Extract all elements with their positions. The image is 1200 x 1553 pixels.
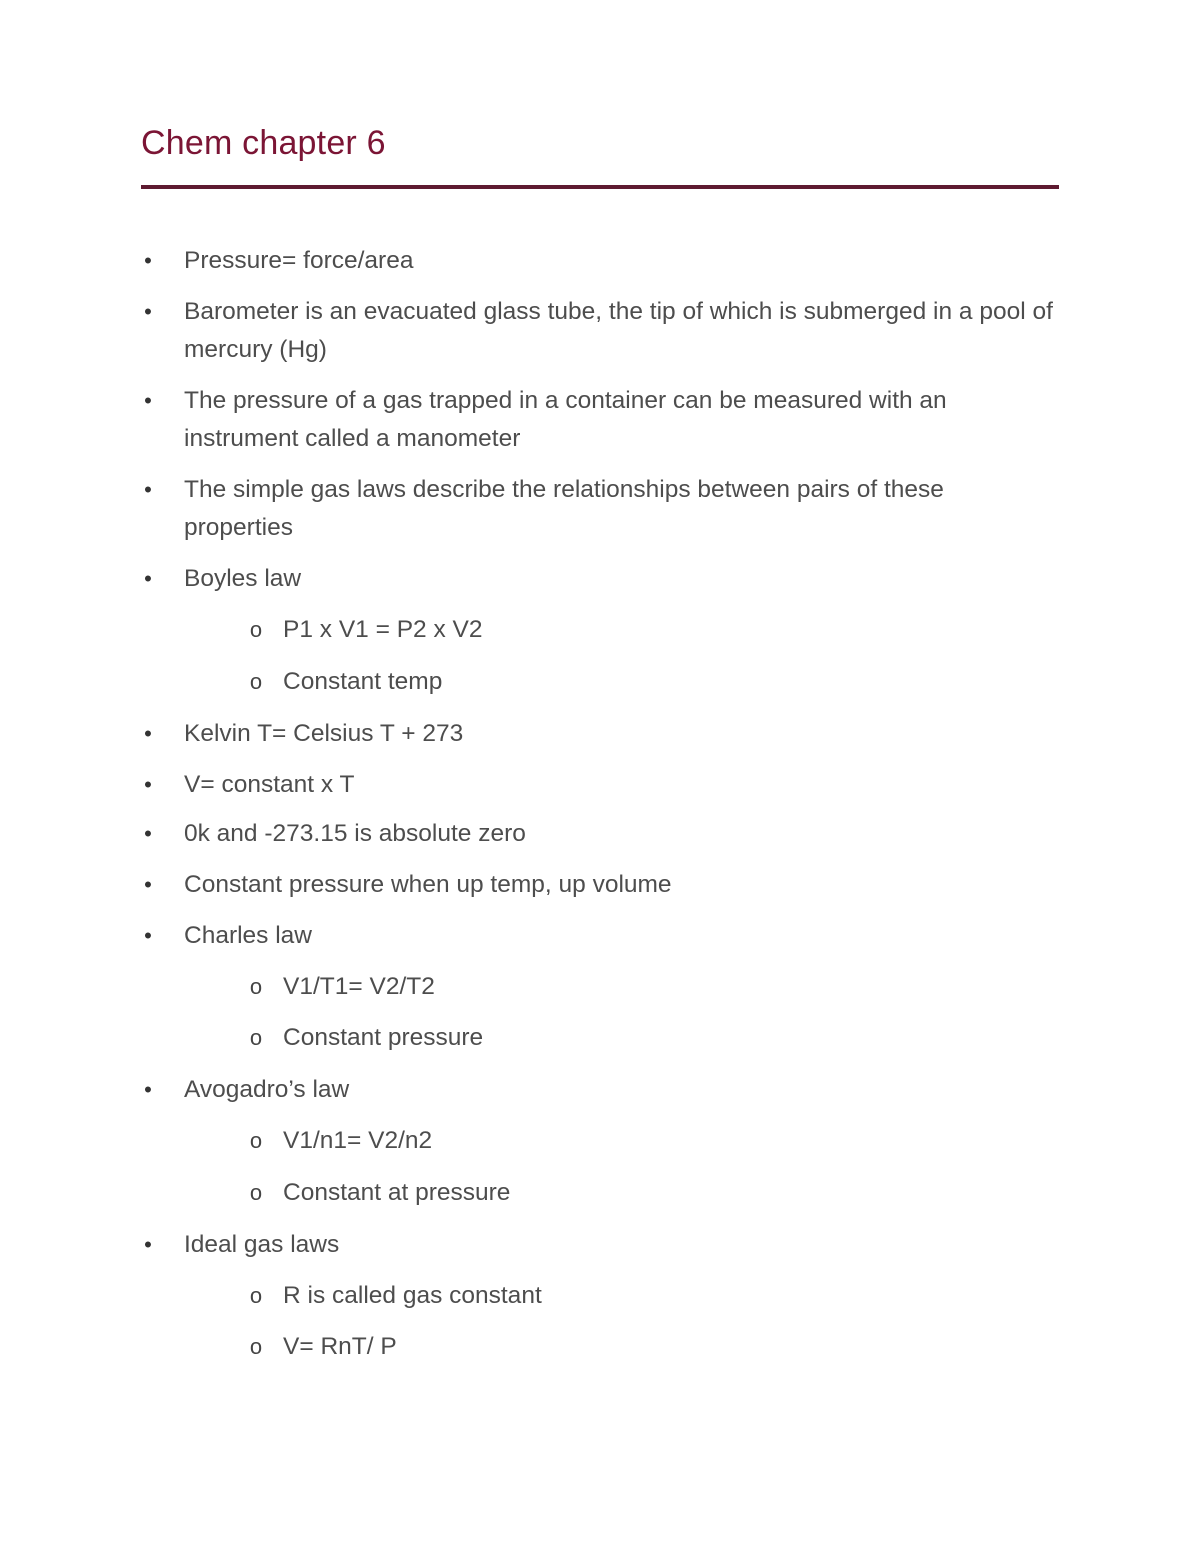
circle-bullet-icon: o <box>249 1025 263 1050</box>
list-item-text: Constant temp <box>283 668 443 695</box>
bullet-icon: • <box>144 872 152 897</box>
bullet-icon: • <box>144 772 152 797</box>
bullet-icon: • <box>144 388 152 413</box>
bullet-icon: • <box>144 721 152 746</box>
bullet-icon: • <box>144 299 152 324</box>
list-item-text: Barometer is an evacuated glass tube, the tip of which is submerged in a pool of mercury (Hg) <box>184 298 1053 363</box>
list-item-text: P1 x V1 = P2 x V2 <box>283 616 483 643</box>
list-item-text: Pressure= force/area <box>184 247 414 274</box>
page-title: Chem chapter 6 <box>141 124 386 162</box>
title-divider <box>141 185 1059 189</box>
list-item-text: V= RnT/ P <box>283 1333 397 1360</box>
bullet-icon: • <box>144 566 152 591</box>
circle-bullet-icon: o <box>249 1128 263 1153</box>
list-item-text: V= constant x T <box>184 771 355 798</box>
bullet-icon: • <box>144 477 152 502</box>
circle-bullet-icon: o <box>249 1334 263 1359</box>
list-item-text: R is called gas constant <box>283 1282 542 1309</box>
circle-bullet-icon: o <box>249 617 263 642</box>
bullet-icon: • <box>144 1077 152 1102</box>
bullet-icon: • <box>144 248 152 273</box>
circle-bullet-icon: o <box>249 669 263 694</box>
list-item-text: Constant pressure when up temp, up volume <box>184 871 672 898</box>
list-item-text: Avogadro’s law <box>184 1076 350 1103</box>
list-item-text: Constant pressure <box>283 1024 484 1051</box>
list-item-text: V1/T1= V2/T2 <box>283 973 435 1000</box>
bullet-icon: • <box>144 923 152 948</box>
list-item-text: The pressure of a gas trapped in a container can be measured with an instrument called a manometer <box>184 387 947 452</box>
list-item-text: 0k and -273.15 is absolute zero <box>184 820 526 847</box>
bullet-icon: • <box>144 1232 152 1257</box>
circle-bullet-icon: o <box>249 1180 263 1205</box>
list-item-text: The simple gas laws describe the relationships between pairs of these properties <box>184 476 944 541</box>
list-item-text: V1/n1= V2/n2 <box>283 1127 433 1154</box>
bullet-icon: • <box>144 821 152 846</box>
list-item-text: Kelvin T= Celsius T + 273 <box>184 720 464 747</box>
list-item-text: Ideal gas laws <box>184 1231 340 1258</box>
list-item-text: Boyles law <box>184 565 302 592</box>
list-item-text: Charles law <box>184 922 312 949</box>
circle-bullet-icon: o <box>249 1283 263 1308</box>
list-item-text: Constant at pressure <box>283 1179 511 1206</box>
circle-bullet-icon: o <box>249 974 263 999</box>
